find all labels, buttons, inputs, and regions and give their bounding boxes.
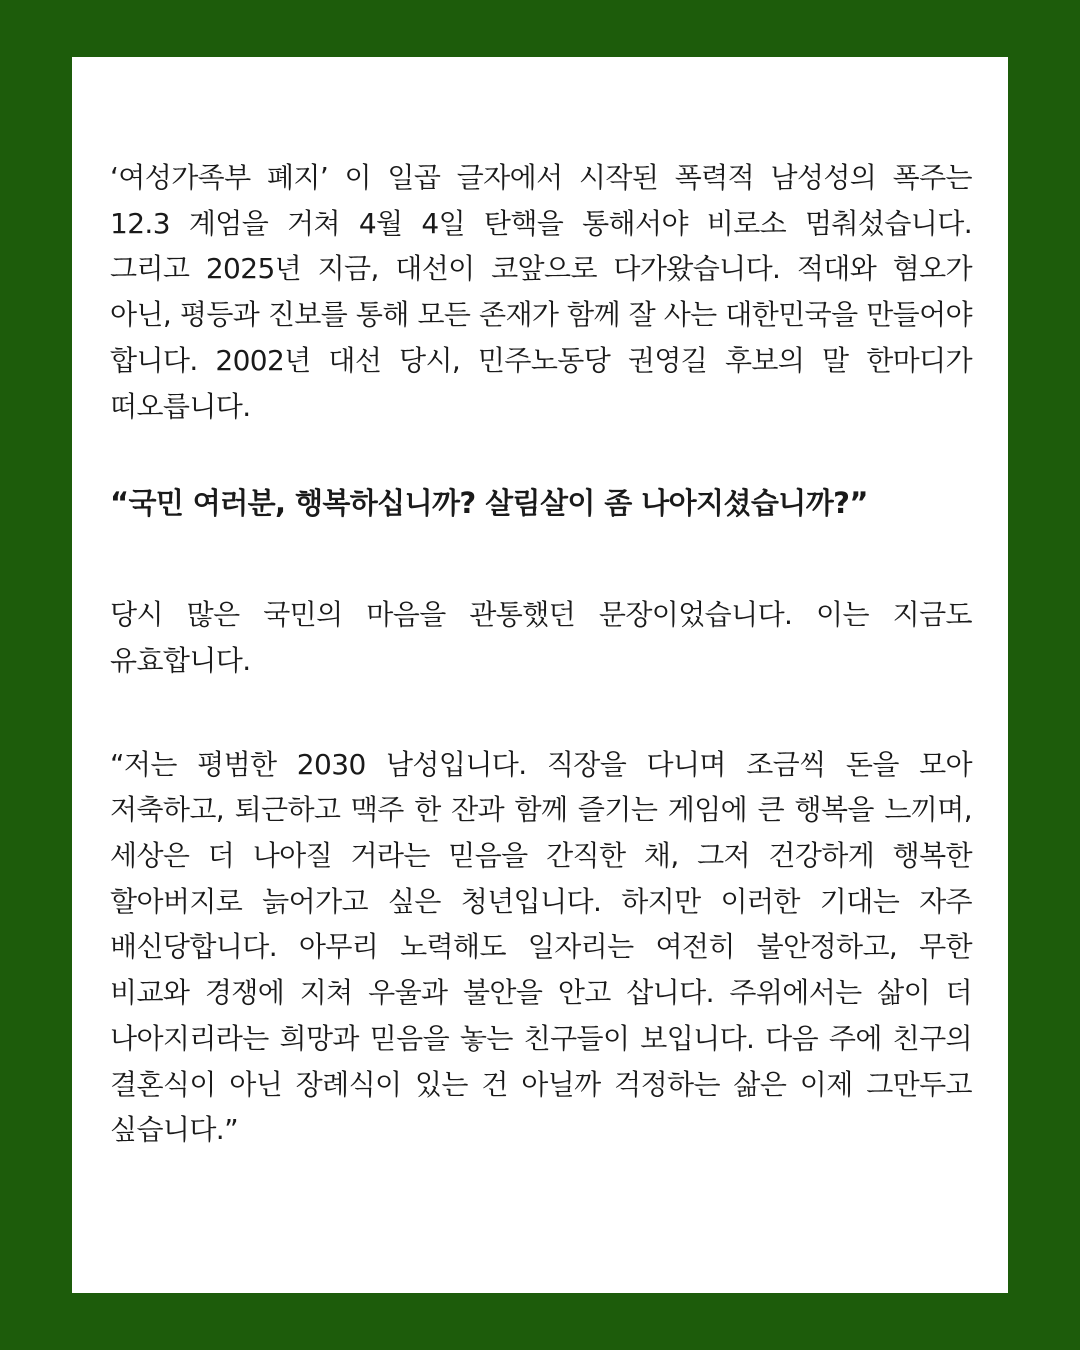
intro-paragraph: ‘여성가족부 폐지’ 이 일곱 글자에서 시작된 폭력적 남성성의 폭주는 12.3 계엄을 거쳐 4월 4일 탄핵을 통해서야 비로소 멈춰섰습니다. 그리고 2025년 지금, 대선이 코앞으로 다가왔습니다. 적대와 혐오가 아닌, 평등과 진보를 통해 모든 존재가 함께 잘 사는 대한민국을 만들어야 합니다. 2002년 대선 당시, 민주노동당 권영길 후보의 말 한마디가 떠오릅니다. bbox=[110, 161, 972, 423]
text-card bbox=[72, 57, 1008, 1293]
card-content bbox=[110, 155, 972, 1153]
highlighted-quote: “국민 여러분, 행복하십니까? 살림살이 좀 나아지셨습니까?” bbox=[110, 486, 868, 521]
comment-paragraph: 당시 많은 국민의 마음을 관통했던 문장이었습니다. 이는 지금도 유효합니다. bbox=[110, 598, 972, 677]
testimony-paragraph: “저는 평범한 2030 남성입니다. 직장을 다니며 조금씩 돈을 모아 저축하고, 퇴근하고 맥주 한 잔과 함께 즐기는 게임에 큰 행복을 느끼며, 세상은 더 나아질 거라는 믿음을 간직한 채, 그저 건강하게 행복한 할아버지로 늙어가고 싶은 청년입니다. 하지만 이러한 기대는 자주 배신당합니다. 아무리 노력해도 일자리는 여전히 불안정하고, 무한 비교와 경쟁에 지쳐 우울과 불안을 안고 삽니다. 주위에서는 삶이 더 나아지리라는 희망과 믿음을 놓는 친구들이 보입니다. 다음 주에 친구의 결혼식이 아닌 장례식이 있는 건 아닐까 걱정하는 삶은 이제 그만두고 싶습니다.” bbox=[110, 747, 972, 1147]
